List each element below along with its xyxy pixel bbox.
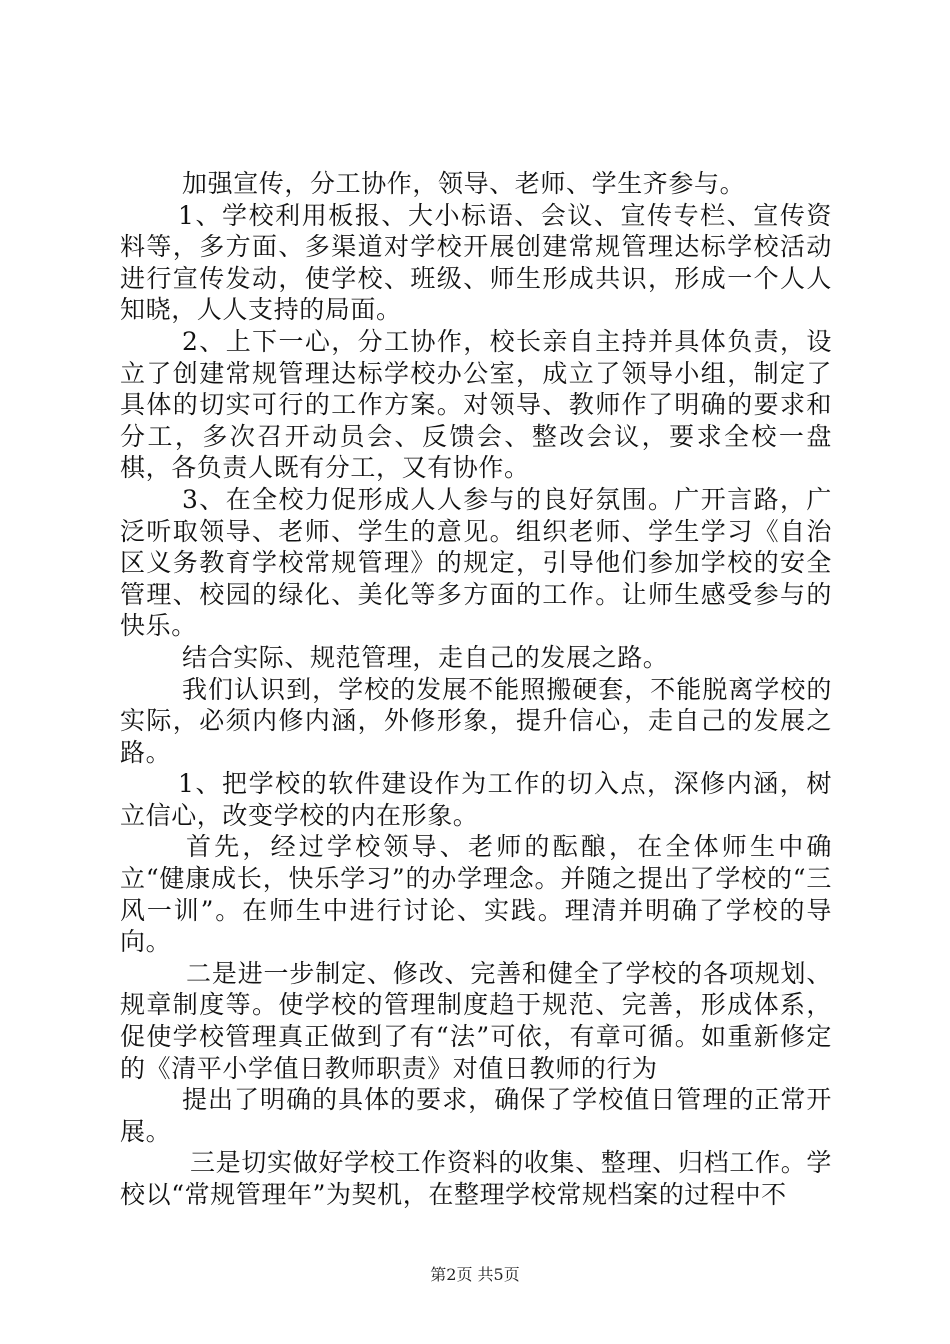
paragraph-heading-development: 结合实际、规范管理，走自己的发展之路。 (182, 642, 669, 672)
paragraph-item-1-software: 1、把学校的软件建设作为工作的切入点，深修内涵，树立信心，改变学校的内在形象。 (120, 769, 832, 830)
paragraph-item-1-publicity: 1、学校利用板报、大小标语、会议、宣传专栏、宣传资料等，多方面、多渠道对学校开展创建常规管理达标学校活动进行宣传发动，使学校、班级、师生形成共识，形成一个人人知晓，人人支持的局面。 (120, 200, 832, 325)
paragraph-intro-development: 我们认识到，学校的发展不能照搬硬套，不能脱离学校的实际，必须内修内涵，外修形象，提升信心，走自己的发展之路。 (120, 674, 832, 767)
paragraph-heading-publicity: 加强宣传，分工协作，领导、老师、学生齐参与。 (182, 169, 746, 198)
paragraph-continuation-duty: 提出了明确的具体的要求，确保了学校值日管理的正常开展。 (120, 1085, 832, 1146)
paragraph-third-archives: 三是切实做好学校工作资料的收集、整理、归档工作。学校以“常规管理年”为契机，在整理学校常规档案的过程中不 (120, 1148, 832, 1209)
paragraph-first-philosophy: 首先，经过学校领导、老师的酝酿，在全体师生中确立“健康成长，快乐学习”的办学理念。并随之提出了学校的“三风一训”。在师生中进行讨论、实践。理清并明确了学校的导向。 (120, 832, 832, 957)
document-body (120, 168, 832, 1211)
paragraph-item-2-cooperation: 2、上下一心，分工协作，校长亲自主持并具体负责，设立了创建常规管理达标学校办公室，成立了领导小组，制定了具体的切实可行的工作方案。对领导、教师作了明确的要求和分工，多次召开动员会、反馈会、整改会议，要求全校一盘棋，各负责人既有分工，又有协作。 (120, 326, 832, 483)
paragraph-second-regulations: 二是进一步制定、修改、完善和健全了学校的各项规划、规章制度等。使学校的管理制度趋于规范、完善，形成体系，促使学校管理真正做到了有“法”可依，有章可循。如重新修定的《清平小学值日教师职责》对值日教师的行为 (120, 958, 832, 1083)
paragraph-item-3-participation: 3、在全校力促形成人人参与的良好氛围。广开言路，广泛听取领导、老师、学生的意见。组织老师、学生学习《自治区义务教育学校常规管理》的规定，引导他们参加学校的安全管理、校园的绿化、美化等多方面的工作。让师生感受参与的快乐。 (120, 484, 832, 641)
page-indicator: 第2页 共5页 (430, 1265, 520, 1284)
